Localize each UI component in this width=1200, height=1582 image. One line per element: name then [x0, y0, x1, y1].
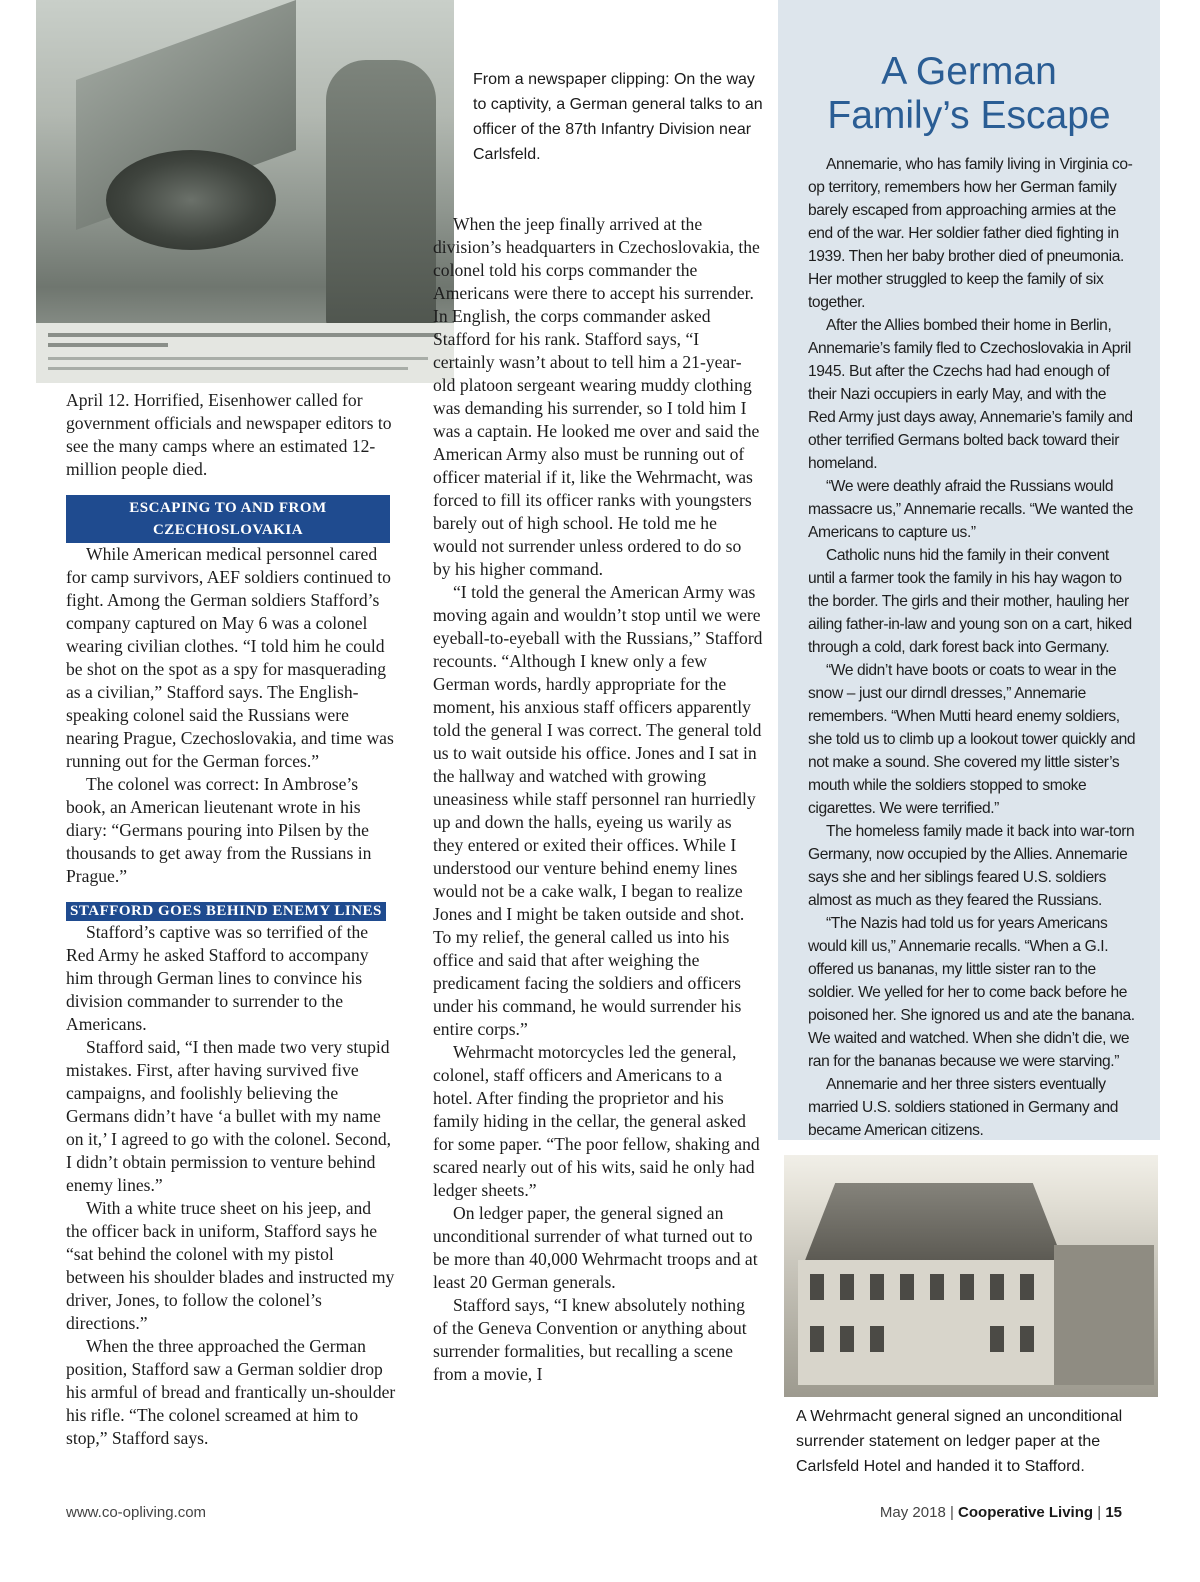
photo-jeep-wheel	[106, 150, 276, 250]
article-paragraph: Stafford said, “I then made two very stupid mistakes. First, after having survived five campaigns, and foolishly believing the Germans didn’t have ‘a bullet with my name on it,’ I agreed to go with the colonel. Second, I didn’t obtain permission to venture behind enemy lines.”	[66, 1037, 392, 1195]
sidebar-paragraph: “We were deathly afraid the Russians would massacre us,” Annemarie recalls. “We wanted the Americans to capture us.”	[808, 478, 1133, 541]
sidebar-body	[808, 153, 1136, 1142]
sidebar-paragraph: Annemarie, who has family living in Virginia co-op territory, remembers how her German family barely escaped from approaching armies at the end of the war. Her soldier father died fighting in 1939. Then her baby brother died of pneumonia. Her mother struggled to keep the family of six together.	[808, 156, 1133, 311]
newspaper-clipping-photo	[36, 0, 454, 383]
sidebar-paragraph: Catholic nuns hid the family in their convent until a farmer took the family in his hay wagon to the border. The girls and their mother, hauling her ailing father-in-law and young son on a cart, hiked through a cold, dark forest back into Germany.	[808, 547, 1132, 656]
carlsfeld-hotel-photo	[784, 1155, 1158, 1397]
footer-website[interactable]: www.co-opliving.com	[66, 1504, 207, 1521]
footer-page-number: 15	[1105, 1504, 1122, 1521]
article-paragraph: April 12. Horrified, Eisenhower called for government officials and newspaper editors to see the many camps where an estimated 12-million people died.	[66, 390, 392, 479]
article-paragraph: On ledger paper, the general signed an unconditional surrender of what turned out to be more than 40,000 Wehrmacht troops and at least 20 German generals.	[433, 1203, 758, 1292]
article-paragraph: When the jeep finally arrived at the division’s headquarters in Czechoslovakia, the colonel told his corps commander the Americans were there to accept his surrender. In English, the corps commander asked Stafford for his rank. Stafford says, “I certainly wasn’t about to tell him a 21-year-old platoon sergeant wearing muddy clothing was demanding his surrender, so I told him I was a captain. He looked me over and said the American Army also must be running out of officer material if it, like the Wehrmacht, was forced to fill its officer ranks with youngsters barely out of high school. He told me he would not surrender unless ordered to do so by his higher command.	[433, 214, 760, 579]
sidebar-paragraph: “We didn’t have boots or coats to wear in the snow – just our dirndl dresses,” Annemarie remembers. “When Mutti heard enemy soldiers, she told us to climb up a lookout tower quickly and not make a sound. She covered my little sister’s mouth while the soldiers stopped to smoke cigarettes. We were terrified.”	[808, 662, 1136, 817]
sidebar-paragraph: “The Nazis had told us for years Americans would kill us,” Annemarie recalls. “When a G.I. offered us bananas, my little sister ran to the soldier. We yelled for her to come back before he poisoned her. She ignored us and ate the banana. We waited and watched. When she didn’t die, we ran for the bananas because we were starving.”	[808, 915, 1135, 1070]
footer-separator-2: |	[1097, 1504, 1102, 1521]
sidebar-title-line-1: A German	[881, 50, 1057, 93]
article-paragraph: “I told the general the American Army was moving again and wouldn’t stop until we were eyeball-to-eyeball with the Russians,” Stafford recounts. “Although I knew only a few German words, hardly appropriate for the moment, his anxious staff officers apparently told the general I was correct. The general told us to wait outside his office. Jones and I sat in the hallway and watched with growing uneasiness while staff personnel ran hurriedly up and down the halls, eyeing us warily as they entered or exited their offices. While I understood our venture behind enemy lines would not be a cake walk, I began to realize Jones and I might be taken outside and shot. To my relief, the general called us into his office and said that after weighing the predicament facing the soldiers and officers under his command, he would surrender his entire corps.”	[433, 582, 763, 1039]
sidebar-panel	[778, 0, 1160, 1140]
photo-officer-figure	[326, 60, 436, 330]
footer-magazine-name: Cooperative Living	[958, 1504, 1094, 1521]
footer-issue-info	[880, 1504, 1122, 1521]
article-paragraph: With a white truce sheet on his jeep, and the officer back in uniform, Stafford says he “sat behind the colonel with my pistol between his shoulder blades and instructed my driver, Jones, to follow the colonel’s directions.”	[66, 1198, 395, 1333]
sidebar-title	[778, 50, 1160, 138]
footer-date: May 2018	[879, 1504, 946, 1521]
article-paragraph: Stafford’s captive was so terrified of the Red Army he asked Stafford to accompany him through German lines to convince his division commander to surrender to the Americans.	[66, 922, 369, 1034]
article-column-1	[66, 389, 396, 1450]
section-subhead: ESCAPING TO AND FROM CZECHOSLOVAKIA	[66, 495, 390, 543]
photo-clipping-strip	[36, 323, 454, 383]
photo-hotel-facade	[798, 1260, 1068, 1385]
article-paragraph: When the three approached the German position, Stafford saw a German soldier drop his armful of bread and frantically un-shoulder his rifle. “The colonel screamed at him to stop,” Stafford says.	[66, 1336, 396, 1448]
photo-hotel-roof	[804, 1183, 1064, 1263]
sidebar-paragraph: Annemarie and her three sisters eventually married U.S. soldiers stationed in Germany and became American citizens.	[808, 1076, 1119, 1139]
sidebar-paragraph: The homeless family made it back into war-torn Germany, now occupied by the Allies. Annemarie says she and her siblings feared U.S. soldiers almost as much as they feared the Russians.	[808, 823, 1135, 909]
sidebar-title-line-2: Family’s Escape	[827, 94, 1111, 137]
photo-side-building	[1054, 1245, 1154, 1385]
section-subhead: STAFFORD GOES BEHIND ENEMY LINES	[66, 902, 386, 921]
sidebar-paragraph: After the Allies bombed their home in Berlin, Annemarie’s family fled to Czechoslovakia in April 1945. But after the Czechs had had enough of their Nazi occupiers in early May, and with the Red Army just days away, Annemarie’s family and other terrified Germans bolted back toward their homeland.	[808, 317, 1133, 472]
article-paragraph: Wehrmacht motorcycles led the general, colonel, staff officers and Americans to a hotel. After finding the proprietor and his family hiding in the cellar, the general asked for some paper. “The poor fellow, shaking and scared nearly out of his wits, said he only had ledger sheets.”	[433, 1042, 760, 1200]
article-paragraph: The colonel was correct: In Ambrose’s book, an American lieutenant wrote in his diary: “Germans pouring into Pilsen by the thousands to get away from the Russians in Prague.”	[66, 774, 372, 886]
article-paragraph: Stafford says, “I knew absolutely nothing of the Geneva Convention or anything about surrender formalities, but recalling a scene from a movie, I	[433, 1295, 747, 1384]
article-column-2	[433, 213, 763, 1386]
bottom-photo-caption: A Wehrmacht general signed an unconditional surrender statement on ledger paper at the Carlsfeld Hotel and handed it to Stafford.	[796, 1408, 1123, 1475]
footer-separator-1: |	[949, 1504, 954, 1521]
top-photo-caption: From a newspaper clipping: On the way to captivity, a German general talks to an officer of the 87th Infantry Division near Carlsfeld.	[473, 71, 763, 163]
article-paragraph: While American medical personnel cared for camp survivors, AEF soldiers continued to fight. Among the German soldiers Stafford’s company captured on May 6 was a colonel wearing civilian clothes. “I told him he could be shot on the spot as a spy for masquerading as a civilian,” Stafford says. The English-speaking colonel said the Russians were nearing Prague, Czechoslovakia, and time was running out for the German forces.”	[66, 544, 394, 771]
